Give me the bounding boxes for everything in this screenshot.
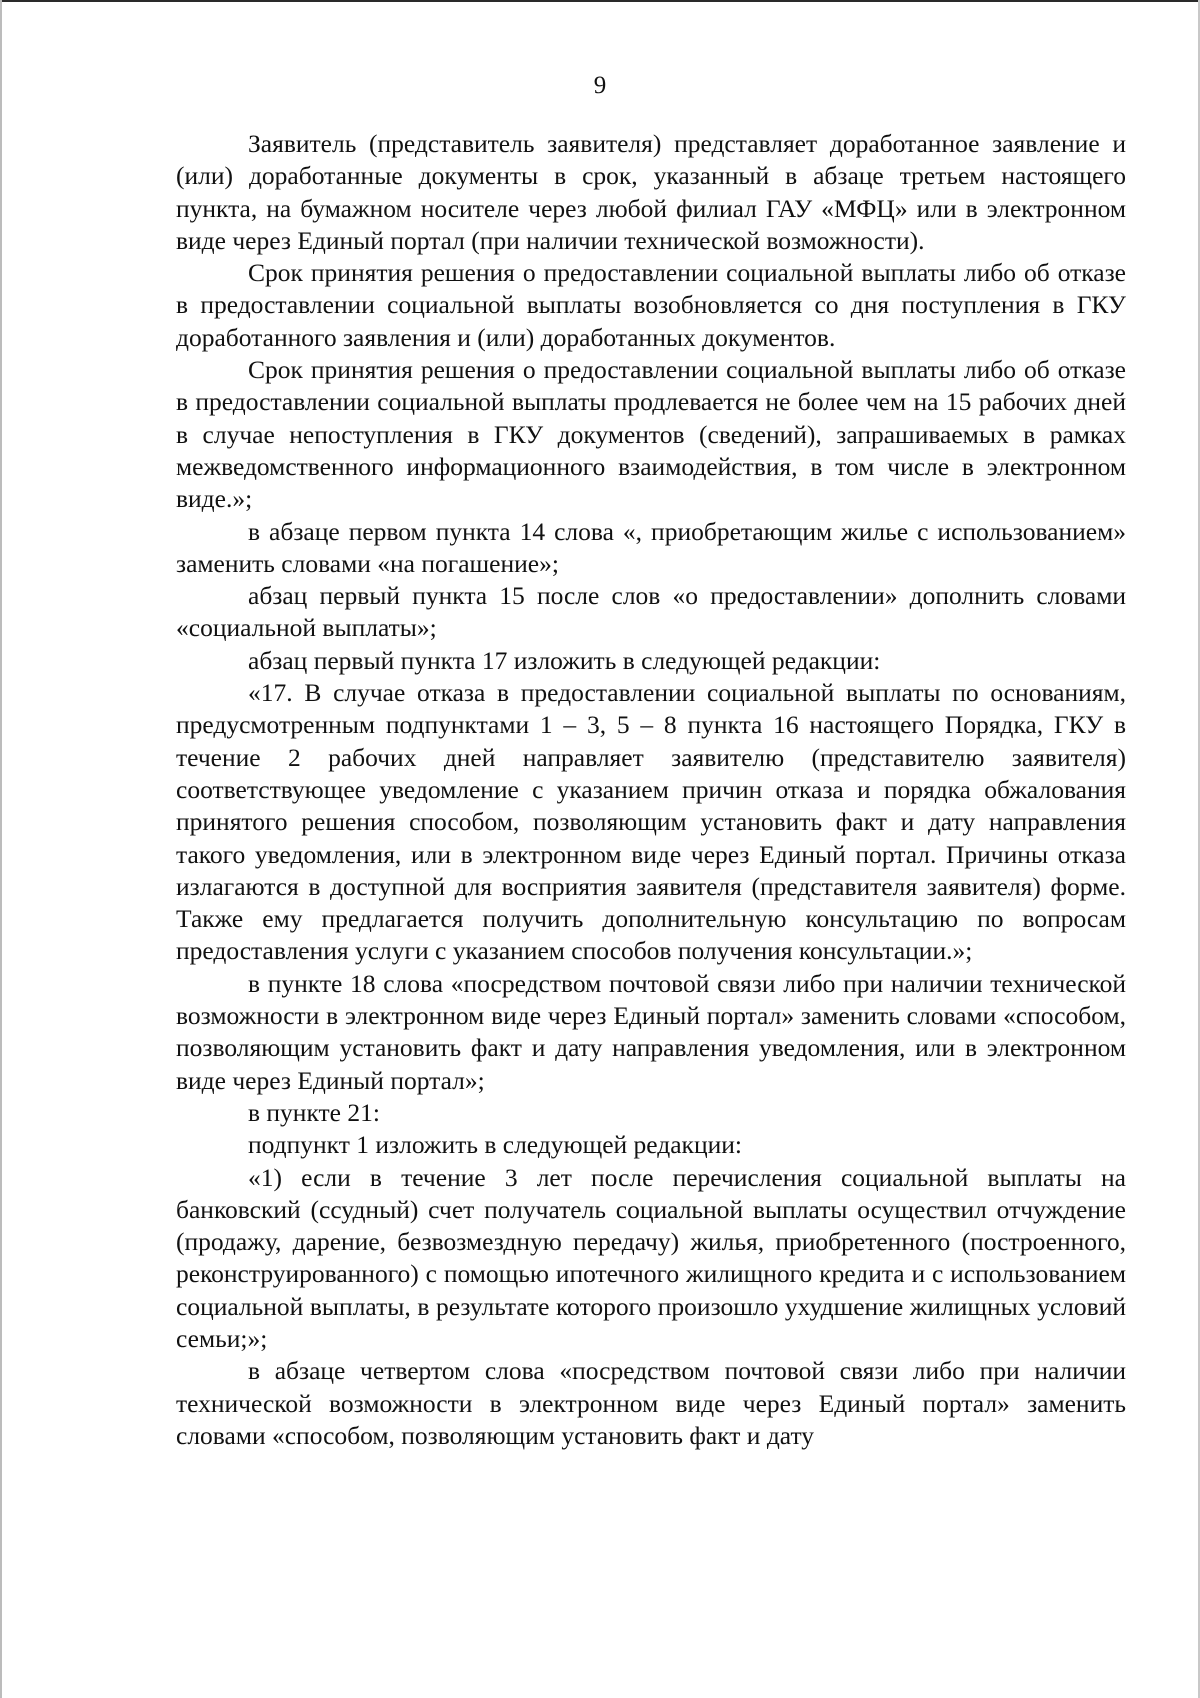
paragraph: Срок принятия решения о предоставлении социальной выплаты либо об отказе в предоставлении социальной выплаты продлевается не более чем на 15 рабочих дней в случае непоступления в ГКУ документов (сведений), запрашиваемых в рамках межведомственного информационного взаимодействия, в том числе в электронном виде.»; [176, 355, 1126, 514]
paragraph: Срок принятия решения о предоставлении социальной выплаты либо об отказе в предоставлении социальной выплаты возобновляется со дня поступления в ГКУ доработанного заявления и (или) доработанных документов. [176, 258, 1126, 352]
paragraph: в абзаце первом пункта 14 слова «, приобретающим жилье с использованием» заменить словами «на погашение»; [176, 516, 1126, 578]
paragraph: в пункте 18 слова «посредством почтовой связи либо при наличии технической возможности в электронном виде через Единый портал» заменить словами «способом, позволяющим установить факт и дату направления уведомления, или в электронном виде через Единый портал»; [176, 968, 1126, 1095]
paragraph: абзац первый пункта 15 после слов «о предоставлении» дополнить словами «социальной выплаты»; [176, 581, 1126, 643]
paragraph: Заявитель (представитель заявителя) представляет доработанное заявление и (или) доработанные документы в срок, указанный в абзаце третьем настоящего пункта, на бумажном носителе через любой филиал ГАУ «МФЦ» или в электронном виде через Единый портал (при наличии технической возможности). [176, 129, 1126, 255]
paragraph: «17. В случае отказа в предоставлении социальной выплаты по основаниям, предусмотренным подпунктами 1 – 3, 5 – 8 пункта 16 настоящего Порядка, ГКУ в течение 2 рабочих дней направляет заявителю (представителю заявителя) соответствующее уведомление с указанием причин отказа и порядка обжалования принятого решения способом, позволяющим установить факт и дату направления такого уведомления, или в электронном виде через Единый портал. Причины отказа излагаются в доступной для восприятия заявителя (представителя заявителя) форме. Также ему предлагается получить дополнительную консультацию по вопросам предоставления услуги с указанием способов получения консультации.»; [176, 678, 1126, 966]
paragraph: «1) если в течение 3 лет после перечисления социальной выплаты на банковский (ссудный) счет получатель социальной выплаты осуществил отчуждение (продажу, дарение, безвозмездную передачу) жилья, приобретенного (построенного, реконструированного) с помощью ипотечного жилищного кредита и с использованием социальной выплаты, в результате которого произошло ухудшение жилищных условий семьи;»; [176, 1162, 1126, 1353]
paragraph: абзац первый пункта 17 изложить в следующей редакции: [248, 645, 881, 675]
paragraph: в пункте 21: [248, 1097, 380, 1127]
scan-edge-top [0, 0, 1200, 2]
paragraph: в абзаце четвертом слова «посредством почтовой связи либо при наличии технической возможности в электронном виде через Единый портал» заменить словами «способом, позволяющим установить факт и дату [176, 1356, 1126, 1450]
document-body [176, 128, 1126, 1452]
scan-edge-left [0, 0, 2, 1698]
paragraph: подпункт 1 изложить в следующей редакции: [248, 1130, 742, 1160]
page-number: 9 [593, 72, 607, 99]
